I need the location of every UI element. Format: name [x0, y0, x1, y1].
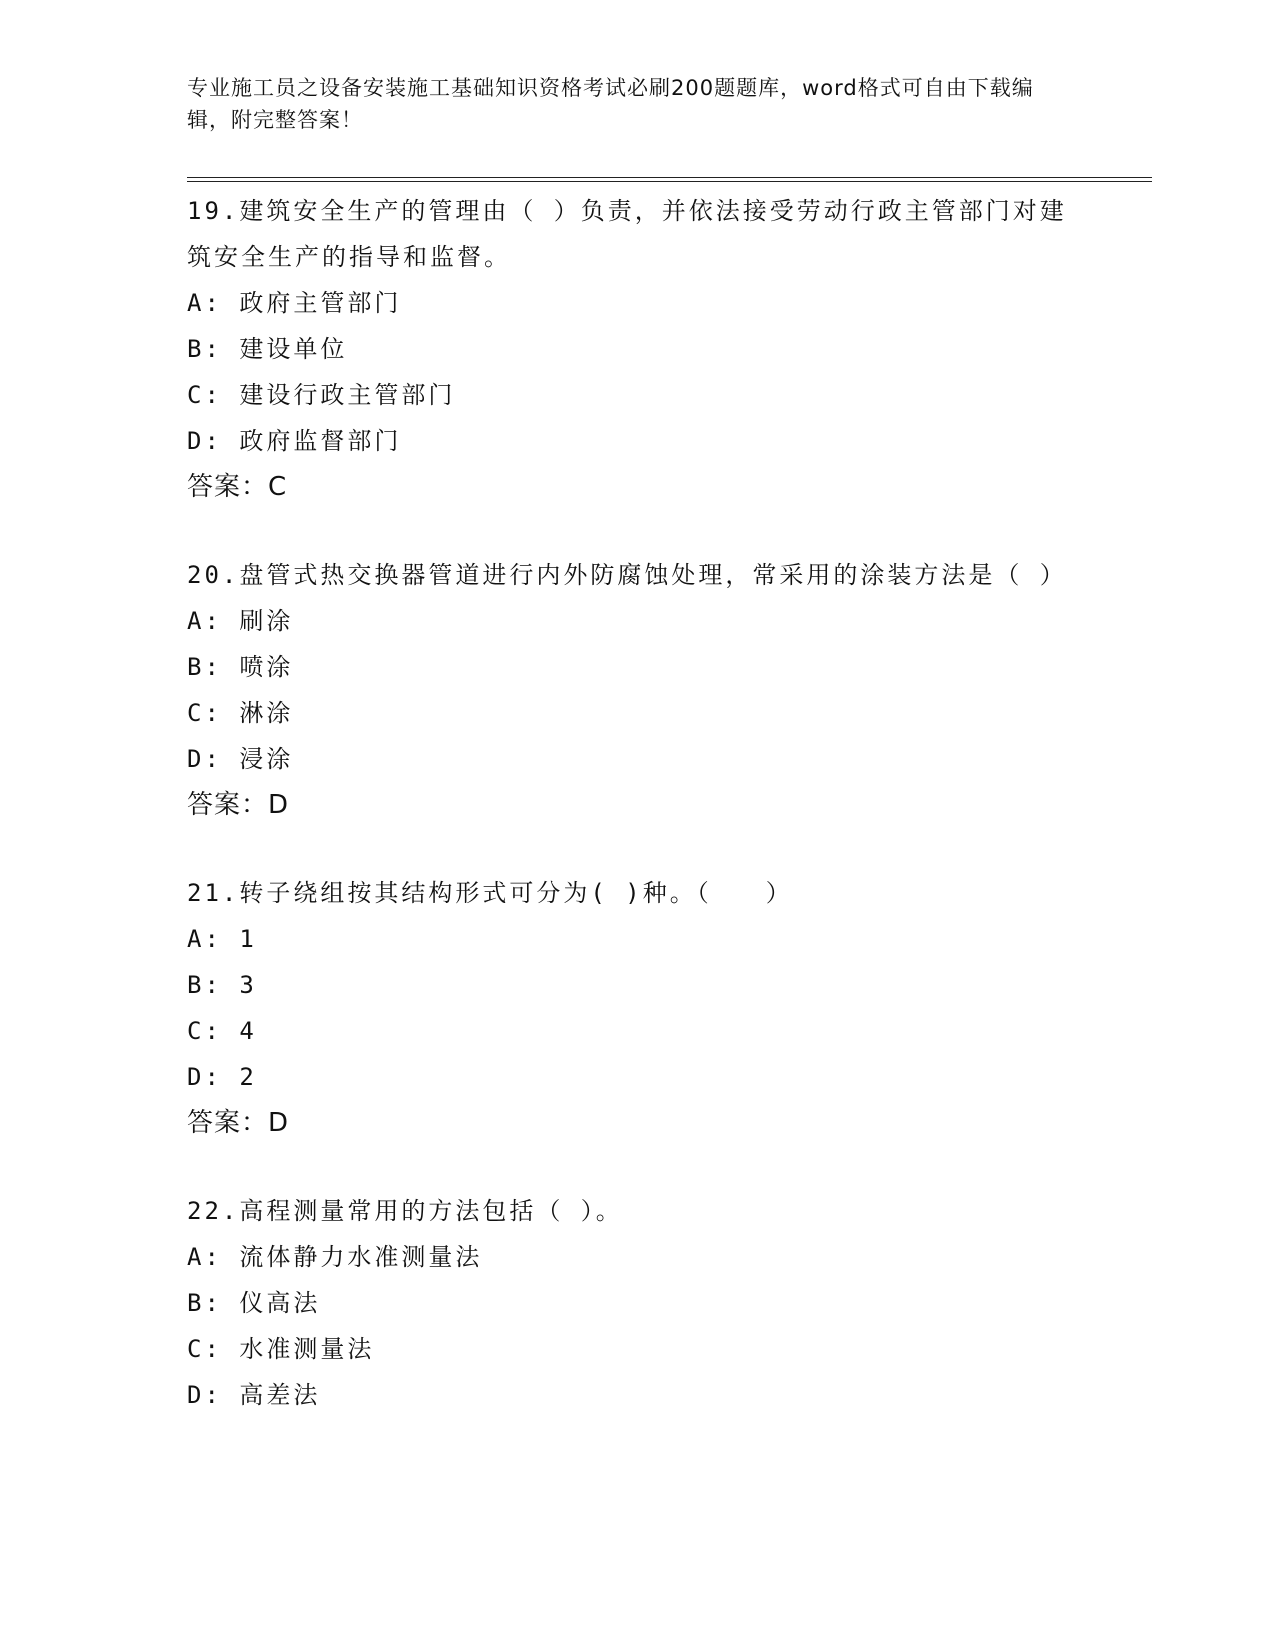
- option-b: B: 3: [187, 971, 257, 999]
- option-d: D: 浸涂: [187, 745, 294, 773]
- option-a: A: 政府主管部门: [187, 289, 402, 317]
- answer-label: 答案：D: [187, 790, 290, 820]
- option-b: B: 喷涂: [187, 653, 294, 681]
- question-19: [187, 188, 1067, 510]
- option-c: C: 建设行政主管部门: [187, 381, 456, 409]
- option-b: B: 建设单位: [187, 335, 348, 363]
- header-rule-top: [187, 177, 1152, 178]
- answer-label: 答案：C: [187, 472, 288, 502]
- option-c: C: 水准测量法: [187, 1335, 375, 1363]
- header-rule-bottom: [187, 181, 1152, 182]
- option-a: A: 刷涂: [187, 607, 294, 635]
- option-d: D: 政府监督部门: [187, 427, 402, 455]
- option-a: A: 1: [187, 925, 257, 953]
- question-text: 19.建筑安全生产的管理由（ ）负责，并依法接受劳动行政主管部门对建筑安全生产的指导和监督。: [187, 197, 1067, 271]
- option-a: A: 流体静力水准测量法: [187, 1243, 483, 1271]
- option-d: D: 高差法: [187, 1381, 321, 1409]
- question-22: [187, 1188, 1067, 1418]
- answer-label: 答案：D: [187, 1108, 290, 1138]
- question-list: [187, 188, 1067, 1460]
- question-21: [187, 870, 1067, 1146]
- option-c: C: 4: [187, 1017, 257, 1045]
- document-header: 专业施工员之设备安装施工基础知识资格考试必刷200题题库，word格式可自由下载编辑，附完整答案！: [187, 76, 1034, 132]
- question-text: 20.盘管式热交换器管道进行内外防腐蚀处理，常采用的涂装方法是（ ）: [187, 561, 1067, 589]
- option-c: C: 淋涂: [187, 699, 294, 727]
- option-b: B: 仪高法: [187, 1289, 321, 1317]
- question-text: 22.高程测量常用的方法包括（ ）。: [187, 1197, 623, 1225]
- question-20: [187, 552, 1067, 828]
- question-text: 21.转子绕组按其结构形式可分为( )种。（ ）: [187, 879, 793, 907]
- option-d: D: 2: [187, 1063, 257, 1091]
